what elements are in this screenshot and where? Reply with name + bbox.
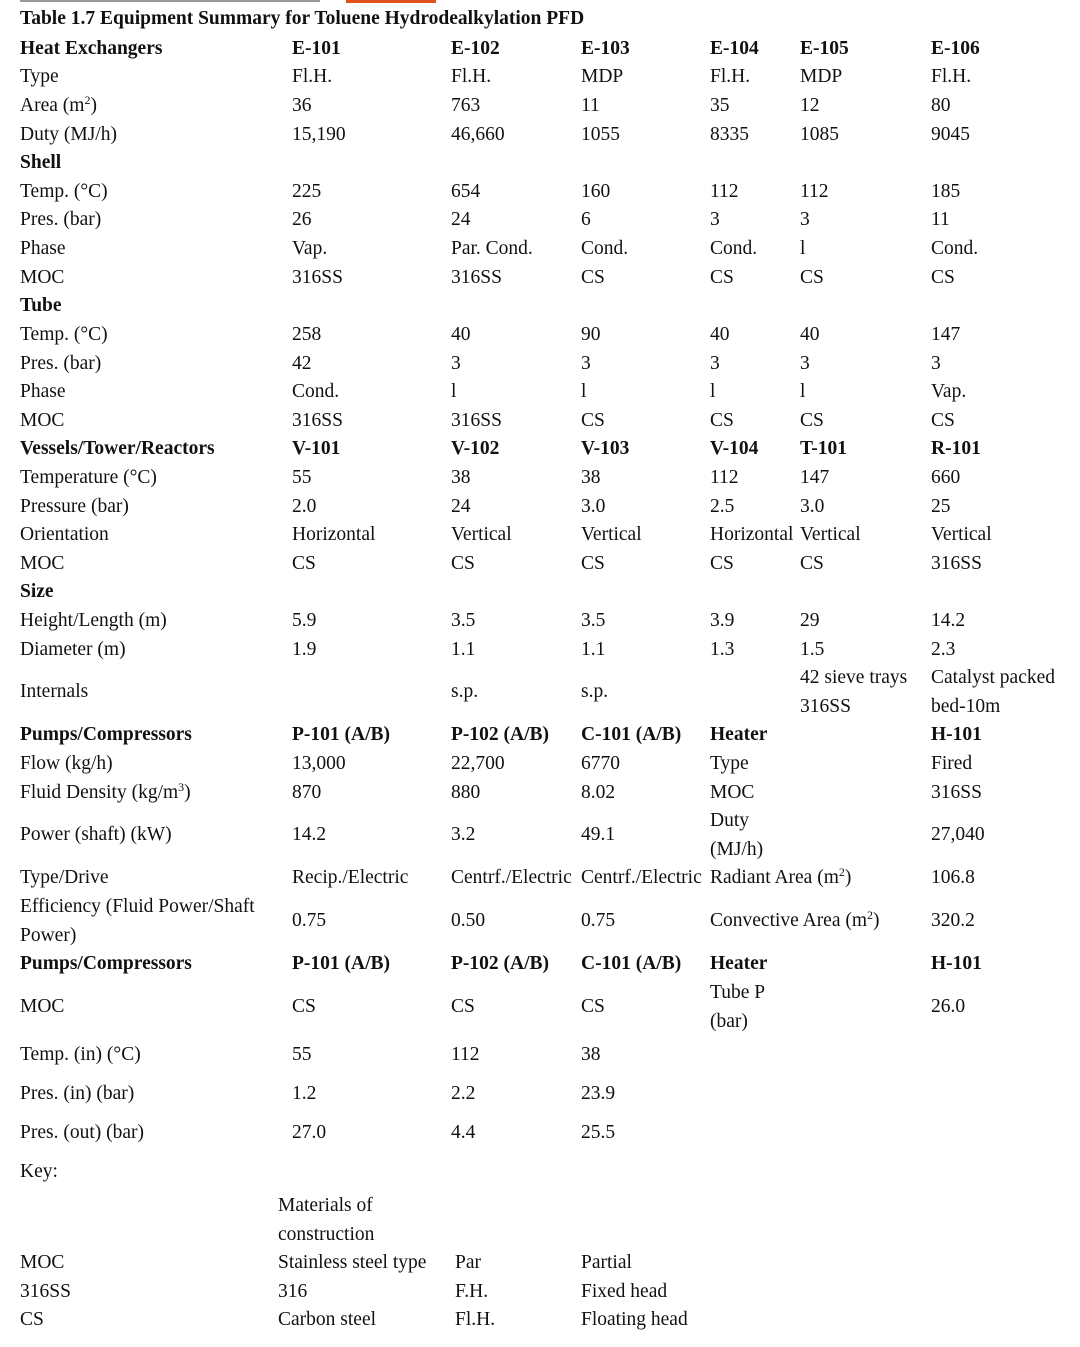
table-cell: 316SS — [931, 553, 982, 574]
table-cell: l — [710, 381, 716, 402]
table-cell: s.p. — [451, 681, 479, 702]
table-cell: 654 — [451, 181, 481, 202]
table-cell: 24 — [451, 209, 471, 230]
table-cell: 23.9 — [581, 1083, 616, 1104]
table-cell: 12 — [800, 95, 820, 116]
heater-h101: H-101 — [931, 724, 982, 745]
table-cell: 3 — [451, 353, 461, 374]
table-cell: 3 — [800, 209, 810, 230]
table-cell: 40 — [451, 324, 471, 345]
table-cell: 9045 — [931, 124, 970, 145]
table-cell: 4.4 — [451, 1122, 476, 1143]
table-cell: 3.5 — [451, 610, 476, 631]
heater-label: Heater — [710, 953, 768, 974]
hx-e105: E-105 — [800, 38, 849, 59]
row-label: Duty (MJ/h) — [20, 124, 117, 145]
table-cell: Centrf./Electric — [581, 867, 702, 888]
table-cell: 225 — [292, 181, 322, 202]
table-cell: Vertical — [800, 524, 861, 545]
table-cell: 29 — [800, 610, 820, 631]
compressor-c101: C-101 (A/B) — [581, 724, 682, 745]
table-cell: 870 — [292, 782, 322, 803]
row-label: MOC — [20, 553, 65, 574]
table-cell: 112 — [710, 467, 739, 488]
table-cell: Catalyst packed — [931, 667, 1055, 688]
row-label: Radiant Area $(m^2)$ — [710, 865, 852, 888]
row-label: Power (shaft) (kW) — [20, 824, 172, 845]
row-label: Pres. (in) (bar) — [20, 1083, 135, 1104]
table-cell: 147 — [931, 324, 961, 345]
table-cell: CS — [581, 410, 605, 431]
vessel-v102: V-102 — [451, 438, 500, 459]
table-cell: 36 — [292, 95, 312, 116]
table-cell: CS — [800, 410, 824, 431]
table-cell: 40 — [800, 324, 820, 345]
row-label: Temp. (in) (°C) — [20, 1044, 141, 1065]
row-label: Flow (kg/h) — [20, 753, 113, 774]
row-label: Diameter (m) — [20, 639, 126, 660]
table-cell: CS — [710, 410, 734, 431]
vessel-v104: V-104 — [710, 438, 759, 459]
row-label: MOC — [20, 996, 65, 1017]
row-label: Fluid Density $(kg/m^3)$ — [20, 780, 191, 803]
heater-label: Heater — [710, 724, 768, 745]
key-description: Partial — [581, 1252, 632, 1273]
table-cell: Fl.H. — [292, 66, 333, 87]
row-label: Pres. (bar) — [20, 353, 102, 374]
table-cell: 13,000 — [292, 753, 346, 774]
row-label: Duty — [710, 810, 749, 831]
key-description: Fixed head — [581, 1281, 668, 1302]
table-cell: 1.9 — [292, 639, 317, 660]
table-cell: 0.75 — [292, 910, 327, 931]
table-cell: 0.50 — [451, 910, 486, 931]
table-cell: 1.2 — [292, 1083, 317, 1104]
row-label: Height/Length (m) — [20, 610, 167, 631]
pumps-section-label: Pumps/Compressors — [20, 953, 192, 974]
pumps-section-label: Pumps/Compressors — [20, 724, 192, 745]
table-cell: CS — [710, 267, 734, 288]
row-label: Pressure (bar) — [20, 496, 129, 517]
heater-h101: H-101 — [931, 953, 982, 974]
table-cell: CS — [581, 553, 605, 574]
table-cell: CS — [581, 267, 605, 288]
table-cell: 258 — [292, 324, 322, 345]
table-cell: 42 sieve trays — [800, 667, 908, 688]
hx-e104: E-104 — [710, 38, 759, 59]
hx-e106: E-106 — [931, 38, 980, 59]
tube-label: Tube — [20, 295, 62, 316]
key-abbrev: 316SS — [20, 1281, 71, 1302]
table-cell: 6770 — [581, 753, 620, 774]
table-cell: CS — [451, 553, 475, 574]
table-cell: 316SS — [931, 782, 982, 803]
vessel-v103: V-103 — [581, 438, 630, 459]
table-cell: Vertical — [451, 524, 512, 545]
row-label: Efficiency (Fluid Power/Shaft — [20, 896, 255, 917]
table-cell: 25.5 — [581, 1122, 616, 1143]
table-cell: 15,190 — [292, 124, 346, 145]
pump-p102: P-102 (A/B) — [451, 724, 550, 745]
row-label: Area $(m^2)$ — [20, 93, 97, 116]
row-label: Type/Drive — [20, 867, 109, 888]
key-label: Key: — [20, 1161, 58, 1182]
table-cell: 3.0 — [581, 496, 606, 517]
table-cell: MDP — [800, 66, 843, 87]
table-cell: 3.0 — [800, 496, 825, 517]
vessel-v101: V-101 — [292, 438, 341, 459]
table-cell: 316SS — [451, 410, 502, 431]
table-cell: CS — [710, 553, 734, 574]
table-cell: 1.1 — [451, 639, 476, 660]
table-cell: l — [581, 381, 587, 402]
row-label: Type — [710, 753, 749, 774]
table-cell: CS — [581, 996, 605, 1017]
hx-e101: E-101 — [292, 38, 341, 59]
table-cell: 147 — [800, 467, 830, 488]
table-cell: 2.5 — [710, 496, 735, 517]
table-cell: 763 — [451, 95, 481, 116]
table-cell: Vap. — [292, 238, 328, 259]
row-label: Tube P — [710, 982, 766, 1003]
key-description: Floating head — [581, 1309, 688, 1330]
table-cell: 316SS — [292, 410, 343, 431]
table-cell: 26.0 — [931, 996, 966, 1017]
table-cell: Horizontal — [292, 524, 376, 545]
table-cell: Horizontal — [710, 524, 794, 545]
table-cell: 3 — [581, 353, 591, 374]
table-cell: Vap. — [931, 381, 967, 402]
row-label: MOC — [20, 410, 65, 431]
table-cell: Vertical — [931, 524, 992, 545]
row-label: Internals — [20, 681, 89, 702]
table-cell: 26 — [292, 209, 312, 230]
vessels-section-label: Vessels/Tower/Reactors — [20, 438, 215, 459]
table-cell: l — [800, 238, 806, 259]
key-description: construction — [278, 1224, 375, 1245]
table-cell: 35 — [710, 95, 730, 116]
table-cell: 8.02 — [581, 782, 616, 803]
row-label: Pres. (bar) — [20, 209, 102, 230]
table-cell: Vertical — [581, 524, 642, 545]
table-cell: 5.9 — [292, 610, 317, 631]
pump-p102: P-102 (A/B) — [451, 953, 550, 974]
table-cell: Cond. — [931, 238, 979, 259]
table-cell: CS — [931, 410, 955, 431]
table-cell: Par. Cond. — [451, 238, 533, 259]
table-cell: 1085 — [800, 124, 839, 145]
compressor-c101: C-101 (A/B) — [581, 953, 682, 974]
table-cell: 80 — [931, 95, 951, 116]
page-top-rule — [0, 0, 1080, 4]
table-cell: 3 — [710, 209, 720, 230]
row-label: MOC — [710, 782, 755, 803]
table-cell: 160 — [581, 181, 611, 202]
table-cell: 42 — [292, 353, 312, 374]
table-cell: Fl.H. — [931, 66, 972, 87]
table-cell: 106.8 — [931, 867, 975, 888]
reactor-r101: R-101 — [931, 438, 981, 459]
table-cell: Fl.H. — [710, 66, 751, 87]
key-description: Carbon steel — [278, 1309, 377, 1330]
table-cell: 316SS — [292, 267, 343, 288]
table-cell: 14.2 — [931, 610, 966, 631]
table-cell: bed-10m — [931, 696, 1001, 717]
pump-p101: P-101 (A/B) — [292, 953, 391, 974]
table-cell: Cond. — [292, 381, 340, 402]
table-cell: Cond. — [710, 238, 758, 259]
table-cell: 11 — [581, 95, 600, 116]
table-cell: 40 — [710, 324, 730, 345]
hx-e103: E-103 — [581, 38, 630, 59]
table-cell: 2.2 — [451, 1083, 476, 1104]
table-cell: CS — [931, 267, 955, 288]
row-label: Pres. (out) (bar) — [20, 1122, 144, 1143]
key-abbrev: F.H. — [455, 1281, 489, 1302]
table-cell: Fired — [931, 753, 973, 774]
row-label: (bar) — [710, 1011, 748, 1032]
table-cell: l — [800, 381, 806, 402]
table-cell: 0.75 — [581, 910, 616, 931]
table-cell: 316SS — [451, 267, 502, 288]
previous-link-underline — [346, 0, 436, 3]
hx-section-label: Heat Exchangers — [20, 38, 163, 59]
table-cell: 1.1 — [581, 639, 606, 660]
table-cell: 316SS — [800, 696, 851, 717]
table-cell: 6 — [581, 209, 591, 230]
table-cell: 55 — [292, 1044, 312, 1065]
row-label: Phase — [20, 238, 66, 259]
table-cell: 27,040 — [931, 824, 985, 845]
table-cell: CS — [800, 553, 824, 574]
pump-p101: P-101 (A/B) — [292, 724, 391, 745]
table-cell: 880 — [451, 782, 481, 803]
table-cell: MDP — [581, 66, 624, 87]
row-label: Power) — [20, 925, 77, 946]
hx-e102: E-102 — [451, 38, 500, 59]
table-cell: 24 — [451, 496, 471, 517]
table-cell: 14.2 — [292, 824, 327, 845]
table-cell: 1055 — [581, 124, 620, 145]
key-description: Stainless steel type — [278, 1252, 427, 1273]
table-cell: 112 — [451, 1044, 480, 1065]
table-cell: 1.5 — [800, 639, 825, 660]
table-cell: 2.3 — [931, 639, 956, 660]
table-cell: 49.1 — [581, 824, 616, 845]
size-label: Size — [20, 581, 54, 602]
table-cell: 1.3 — [710, 639, 735, 660]
row-label: Temperature (°C) — [20, 467, 157, 488]
table-cell: Centrf./Electric — [451, 867, 572, 888]
key-abbrev: MOC — [20, 1252, 65, 1273]
table-cell: 660 — [931, 467, 961, 488]
table-cell: 46,660 — [451, 124, 505, 145]
table-cell: 3.9 — [710, 610, 735, 631]
key-description: Materials of — [278, 1195, 373, 1216]
row-label: Type — [20, 66, 59, 87]
table-cell: 11 — [931, 209, 950, 230]
table-cell: 27.0 — [292, 1122, 327, 1143]
row-label: Orientation — [20, 524, 109, 545]
table-cell: 3.5 — [581, 610, 606, 631]
table-cell: CS — [800, 267, 824, 288]
key-abbrev: Fl.H. — [455, 1309, 496, 1330]
table-cell: 90 — [581, 324, 601, 345]
table-cell: s.p. — [581, 681, 609, 702]
table-cell: Cond. — [581, 238, 629, 259]
key-description: 316 — [278, 1281, 308, 1302]
table-cell: 8335 — [710, 124, 749, 145]
table-cell: 112 — [710, 181, 739, 202]
table-cell: 22,700 — [451, 753, 505, 774]
table-cell: 112 — [800, 181, 829, 202]
key-abbrev: Par — [455, 1252, 481, 1273]
row-label: (MJ/h) — [710, 839, 764, 860]
table-cell: CS — [451, 996, 475, 1017]
table-cell: CS — [292, 996, 316, 1017]
table-title: Table 1.7 Equipment Summary for Toluene Hydrodealkylation PFD — [20, 8, 585, 29]
table-cell: 25 — [931, 496, 951, 517]
table-cell: 38 — [581, 1044, 601, 1065]
row-label: Temp. (°C) — [20, 181, 108, 202]
table-cell: Fl.H. — [451, 66, 492, 87]
table-cell: 3 — [931, 353, 941, 374]
table-cell: 3 — [800, 353, 810, 374]
table-cell: Recip./Electric — [292, 867, 409, 888]
table-cell: 320.2 — [931, 910, 975, 931]
previous-text-fragment — [20, 0, 320, 2]
key-abbrev: CS — [20, 1309, 44, 1330]
table-cell: 55 — [292, 467, 312, 488]
shell-label: Shell — [20, 152, 62, 173]
table-cell: 3 — [710, 353, 720, 374]
table-cell: 185 — [931, 181, 961, 202]
row-label: MOC — [20, 267, 65, 288]
table-cell: 38 — [581, 467, 601, 488]
row-label: Temp. (°C) — [20, 324, 108, 345]
tower-t101: T-101 — [800, 438, 847, 459]
table-cell: 2.0 — [292, 496, 317, 517]
row-label: Phase — [20, 381, 66, 402]
table-cell: 3.2 — [451, 824, 476, 845]
row-label: Convective Area $(m^2)$ — [710, 908, 880, 931]
table-cell: CS — [292, 553, 316, 574]
table-cell: 38 — [451, 467, 471, 488]
table-cell: l — [451, 381, 457, 402]
